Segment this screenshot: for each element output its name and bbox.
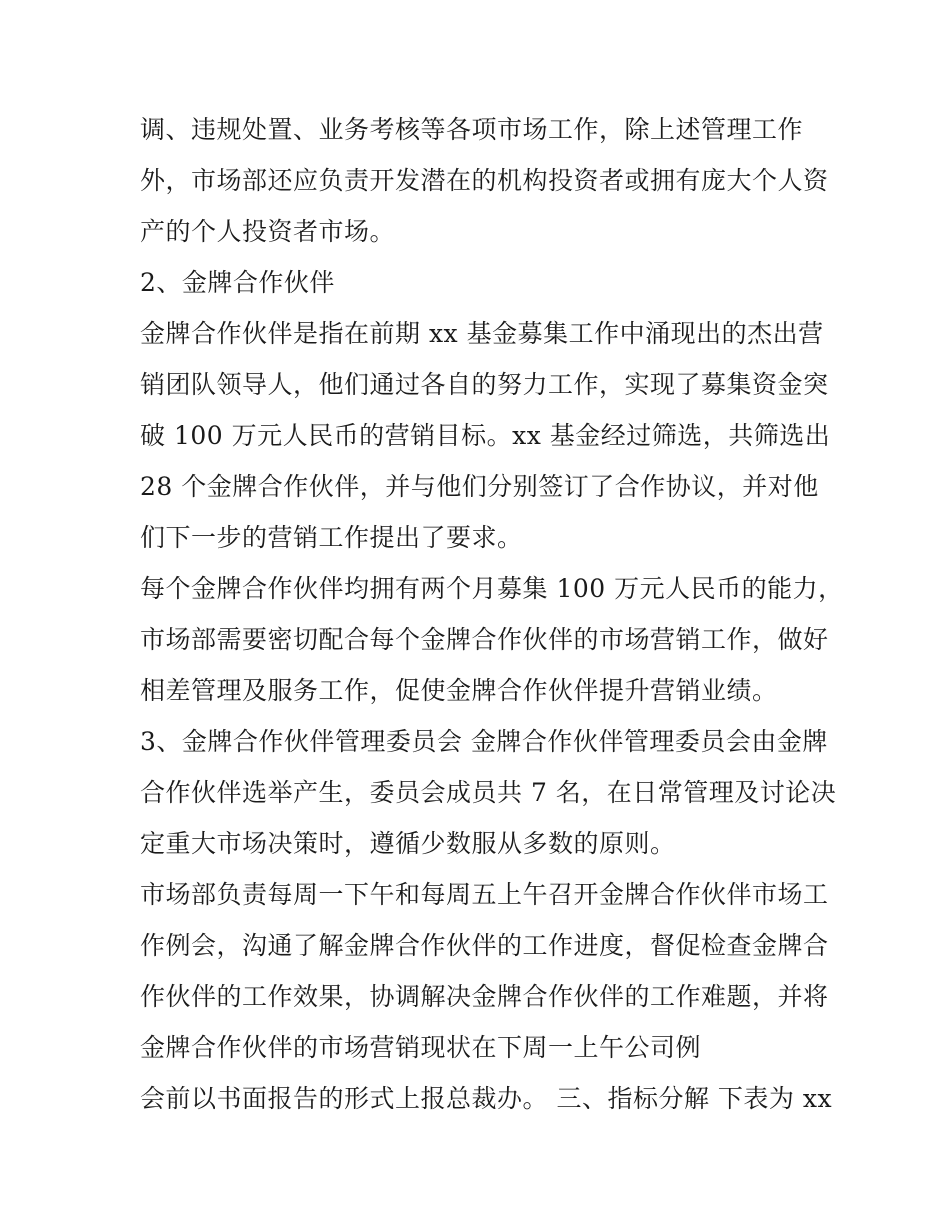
section-heading: 3、金牌合作伙伴管理委员会 金牌合作伙伴管理委员会由金牌 [140, 727, 828, 756]
text-line: 产的个人投资者市场。 [140, 217, 396, 246]
text-line: 作例会，沟通了解金牌合作伙伴的工作进度，督促检查金牌合 [140, 931, 829, 960]
text-line: 每个金牌合作伙伴均拥有两个月募集 100 万元人民币的能力， [140, 574, 844, 603]
text-line: 调、违规处置、业务考核等各项市场工作，除上述管理工作 [140, 115, 804, 144]
text-line: 作伙伴的工作效果，协调解决金牌合作伙伴的工作难题，并将 [140, 982, 829, 1011]
text-line: 会前以书面报告的形式上报总裁办。 三、指标分解 下表为 xx [140, 1084, 833, 1113]
section-heading: 2、金牌合作伙伴 [140, 268, 335, 297]
text-line: 破 100 万元人民币的营销目标。xx 基金经过筛选，共筛选出 [140, 421, 831, 450]
text-line: 合作伙伴选举产生，委员会成员共 7 名，在日常管理及讨论决 [140, 778, 837, 807]
text-line: 28 个金牌合作伙伴，并与他们分别签订了合作协议，并对他 [140, 472, 819, 501]
text-line: 市场部负责每周一下午和每周五上午召开金牌合作伙伴市场工 [140, 880, 829, 909]
text-line: 外，市场部还应负责开发潜在的机构投资者或拥有庞大个人资 [140, 166, 829, 195]
text-line: 市场部需要密切配合每个金牌合作伙伴的市场营销工作，做好 [140, 625, 829, 654]
text-line: 金牌合作伙伴的市场营销现状在下周一上午公司例 [140, 1033, 702, 1062]
text-line: 们下一步的营销工作提出了要求。 [140, 523, 523, 552]
text-line: 相差管理及服务工作，促使金牌合作伙伴提升营销业绩。 [140, 676, 778, 705]
text-line: 销团队领导人，他们通过各自的努力工作，实现了募集资金突 [140, 370, 829, 399]
text-line: 定重大市场决策时，遵循少数服从多数的原则。 [140, 829, 676, 858]
text-line: 金牌合作伙伴是指在前期 xx 基金募集工作中涌现出的杰出营 [140, 319, 824, 348]
